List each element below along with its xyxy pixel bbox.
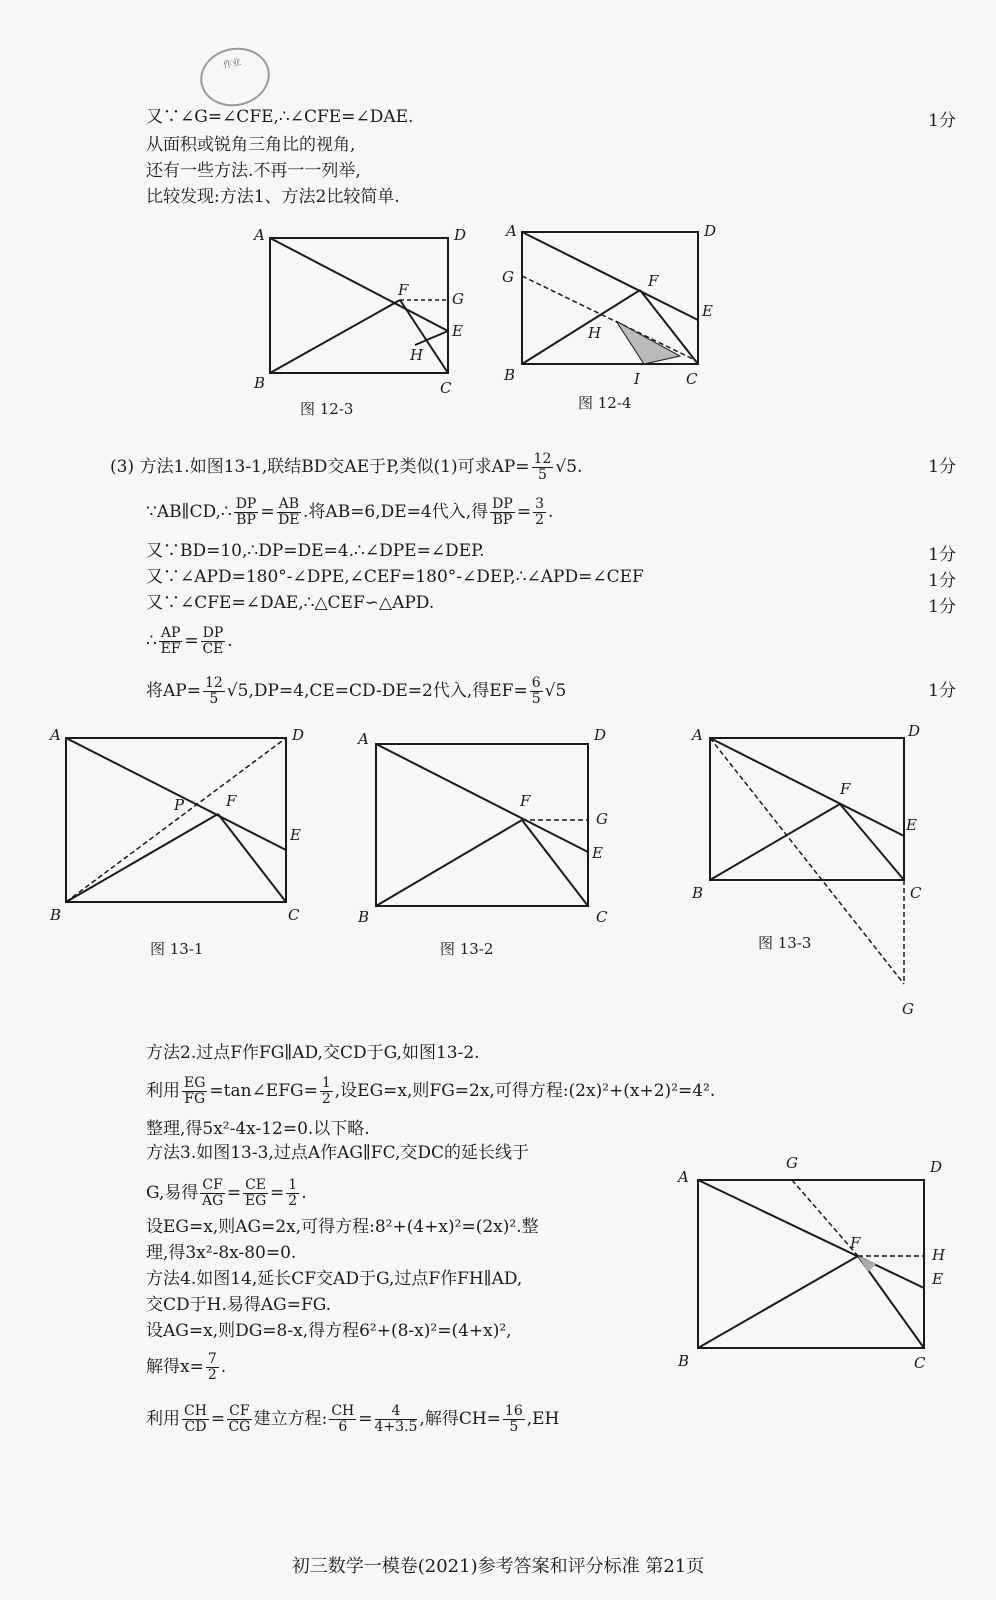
figure-12 xyxy=(240,218,720,398)
label-A: A xyxy=(358,730,369,748)
label-B: B xyxy=(50,906,62,924)
score: 1分 xyxy=(928,545,956,565)
label-D: D xyxy=(704,222,717,240)
label-G: G xyxy=(902,1000,914,1018)
label-C: C xyxy=(910,884,922,902)
part3-line2: ∵AB∥CD,∴ $\frac{DP}{BP}$ = $\frac{AB}{DE}$ .将AB=6,DE=4代入,得 $\frac{DP}{BP}$ = $\frac{3}{2}$ . xyxy=(146,496,554,528)
label-B: B xyxy=(504,366,516,384)
part3-line7: 将AP= $\frac{12}{5}$ √5,DP=4,CE=CD-DE=2代入,得EF= $\frac{6}{5}$ √5 xyxy=(146,675,567,707)
label-E: E xyxy=(452,322,463,340)
label-F: F xyxy=(520,792,531,810)
label-A: A xyxy=(50,726,61,744)
label-C: C xyxy=(288,906,300,924)
part3-line4: 又∵∠APD=180°-∠DPE,∠CEF=180°-∠DEP,∴∠APD=∠CEF xyxy=(146,567,644,587)
method2-line3: 整理,得5x²-4x-12=0.以下略. xyxy=(146,1119,370,1139)
caption-12-4: 图 12-4 xyxy=(578,394,632,412)
caption-13-3: 图 13-3 xyxy=(758,934,812,952)
text-line: 还有一些方法.不再一一列举, xyxy=(146,161,361,181)
label-F: F xyxy=(840,780,851,798)
method3-line3: 设EG=x,则AG=2x,可得方程:8²+(4+x)²=(2x)².整 xyxy=(146,1217,539,1237)
label-D: D xyxy=(594,726,607,744)
label-D: D xyxy=(454,226,467,244)
score: 1分 xyxy=(928,597,956,617)
label-E: E xyxy=(290,826,301,844)
score: 1分 xyxy=(928,111,956,131)
method2-line2: 利用 $\frac{EG}{FG}$ =tan∠EFG= $\frac{1}{2}$ ,设EG=x,则FG=2x,可得方程:(2x)²+(x+2)²=4². xyxy=(146,1075,716,1107)
label-C: C xyxy=(914,1354,926,1372)
label-B: B xyxy=(358,908,370,926)
method4-line2: 交CD于H.易得AG=FG. xyxy=(146,1295,332,1315)
method3-line1: 方法3.如图13-3,过点A作AG∥FC,交DC的延长线于 xyxy=(146,1143,530,1163)
label-F: F xyxy=(648,272,659,290)
page-footer: 初三数学一模卷(2021)参考答案和评分标准 第21页 xyxy=(291,1556,705,1577)
label-H: H xyxy=(932,1246,946,1264)
label-G: G xyxy=(502,268,514,286)
method3-line4: 理,得3x²-8x-80=0. xyxy=(146,1243,297,1263)
label-E: E xyxy=(702,302,713,320)
label-B: B xyxy=(678,1352,690,1370)
part3-line3: 又∵BD=10,∴DP=DE=4.∴∠DPE=∠DEP. xyxy=(146,541,485,561)
label-C: C xyxy=(686,370,698,388)
text-line: 又∵∠G=∠CFE,∴∠CFE=∠DAE. xyxy=(146,107,414,127)
label-H: H xyxy=(410,346,424,364)
label-F: F xyxy=(226,792,237,810)
label-I: I xyxy=(634,370,640,388)
part3-line6: ∴ $\frac{AP}{EF}$ = $\frac{DP}{CE}$ . xyxy=(146,625,233,657)
label-G: G xyxy=(786,1154,798,1172)
label-F: F xyxy=(398,281,409,299)
figure-14 xyxy=(668,1150,968,1380)
label-A: A xyxy=(692,726,703,744)
method2-line1: 方法2.过点F作FG∥AD,交CD于G,如图13-2. xyxy=(146,1043,480,1063)
text-line: 从面积或锐角三角比的视角, xyxy=(146,135,356,155)
score: 1分 xyxy=(928,571,956,591)
label-A: A xyxy=(678,1168,689,1186)
label-C: C xyxy=(440,379,452,397)
label-P: P xyxy=(174,796,185,814)
label-H: H xyxy=(588,324,602,342)
label-C: C xyxy=(596,908,608,926)
figure-13 xyxy=(40,722,970,1022)
label-B: B xyxy=(254,374,266,392)
label-B: B xyxy=(692,884,704,902)
label-A: A xyxy=(506,222,517,240)
text-line: 比较发现:方法1、方法2比较简单. xyxy=(146,187,400,207)
label-A: A xyxy=(254,226,265,244)
method3-line2: G,易得 $\frac{CF}{AG}$ = $\frac{CE}{EG}$ = $\frac{1}{2}$ . xyxy=(146,1177,307,1209)
label-E: E xyxy=(592,844,603,862)
method4-line4: 解得x= $\frac{7}{2}$ . xyxy=(146,1351,227,1383)
caption-13-2: 图 13-2 xyxy=(440,940,494,958)
label-E: E xyxy=(932,1270,943,1288)
score: 1分 xyxy=(928,457,956,477)
score: 1分 xyxy=(928,681,956,701)
caption-12-3: 图 12-3 xyxy=(300,400,354,418)
label-G: G xyxy=(596,810,608,828)
method4-line1: 方法4.如图14,延长CF交AD于G,过点F作FH∥AD, xyxy=(146,1269,523,1289)
label-E: E xyxy=(906,816,917,834)
label-D: D xyxy=(908,722,921,740)
method4-line5: 利用 $\frac{CH}{CD}$ = $\frac{CF}{CG}$ 建立方程: $\frac{CH}{6}$ = $\frac{4}{4+3.5}$ ,解得CH= $\frac{16}{5}$ ,EH xyxy=(146,1403,560,1435)
label-G: G xyxy=(452,290,464,308)
label-D: D xyxy=(292,726,305,744)
label-F: F xyxy=(850,1234,861,1252)
caption-13-1: 图 13-1 xyxy=(150,940,204,958)
part3-line5: 又∵∠CFE=∠DAE,∴△CEF∽△APD. xyxy=(146,593,435,613)
label-D: D xyxy=(930,1158,943,1176)
part3-line1: (3) 方法1.如图13-1,联结BD交AE于P,类似(1)可求AP= $\frac{12}{5}$ √5. xyxy=(110,451,583,483)
method4-line3: 设AG=x,则DG=8-x,得方程6²+(8-x)²=(4+x)², xyxy=(146,1321,512,1341)
homework-stamp: 作业 xyxy=(195,41,276,112)
